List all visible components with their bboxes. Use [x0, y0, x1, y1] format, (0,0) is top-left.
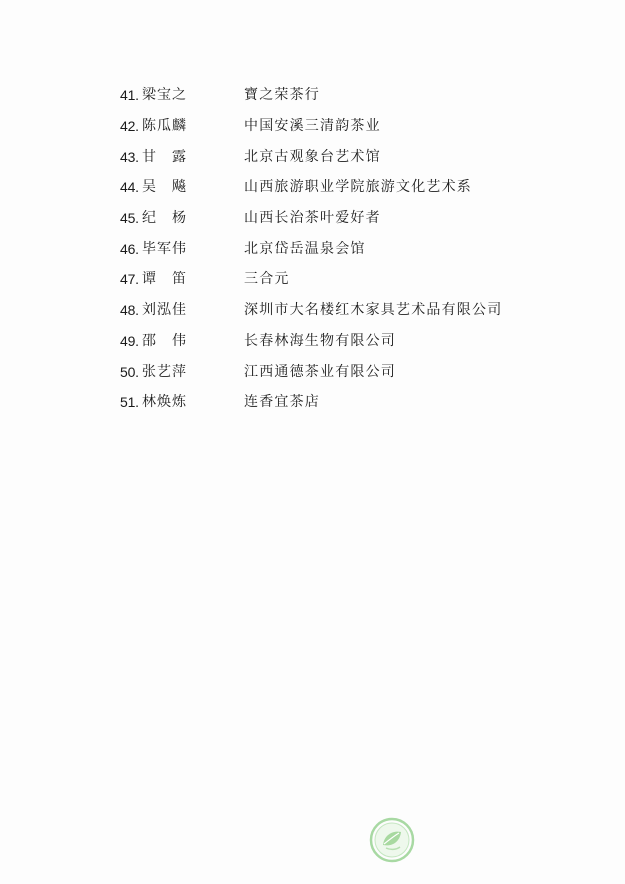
entry-organization: 寶之荣茶行 [244, 87, 320, 104]
entry-name: 张艺萍 [142, 363, 187, 380]
list-item [120, 141, 560, 172]
entry-number: 43. [120, 148, 139, 165]
entry-name: 梁宝之 [142, 87, 187, 104]
list-item [120, 203, 560, 234]
entry-name: 纪 杨 [142, 210, 187, 227]
entry-number: 51. [120, 394, 139, 411]
entry-number: 49. [120, 332, 139, 349]
entry-organization: 北京岱岳温泉会馆 [244, 240, 366, 257]
entry-number: 47. [120, 271, 139, 288]
list-item [120, 326, 560, 357]
list-item [120, 387, 560, 418]
entry-name: 邵 伟 [142, 332, 187, 349]
list-item [120, 295, 560, 326]
entry-name: 陈瓜麟 [142, 118, 187, 135]
tea-leaf-seal-icon [369, 817, 415, 863]
list-item [120, 233, 560, 264]
entry-number: 46. [120, 240, 139, 257]
entry-organization: 北京古观象台艺术馆 [244, 148, 381, 165]
entry-name: 吴 飚 [142, 179, 187, 196]
entry-organization: 长春林海生物有限公司 [244, 332, 396, 349]
list-item [120, 264, 560, 295]
entry-name: 甘 露 [142, 148, 187, 165]
entry-organization: 江西通德茶业有限公司 [244, 363, 396, 380]
entry-name: 毕军伟 [142, 240, 187, 257]
entry-number: 44. [120, 179, 139, 196]
list-item [120, 356, 560, 387]
entry-number: 50. [120, 363, 139, 380]
entry-organization: 山西长治茶叶爱好者 [244, 210, 381, 227]
entry-name: 刘泓佳 [142, 302, 187, 319]
entry-number: 45. [120, 210, 139, 227]
entry-number: 48. [120, 302, 139, 319]
entry-number: 42. [120, 118, 139, 135]
entry-organization: 连香宜茶店 [244, 394, 320, 411]
list-item [120, 80, 560, 111]
participant-list [120, 80, 560, 418]
entry-organization: 中国安溪三清韵茶业 [244, 118, 381, 135]
list-item [120, 172, 560, 203]
entry-organization: 山西旅游职业学院旅游文化艺术系 [244, 179, 472, 196]
list-item [120, 111, 560, 142]
entry-number: 41. [120, 87, 139, 104]
entry-organization: 三合元 [244, 271, 290, 288]
entry-organization: 深圳市大名楼红木家具艺术品有限公司 [244, 302, 503, 319]
entry-name: 林焕炼 [142, 394, 187, 411]
entry-name: 谭 笛 [142, 271, 187, 288]
